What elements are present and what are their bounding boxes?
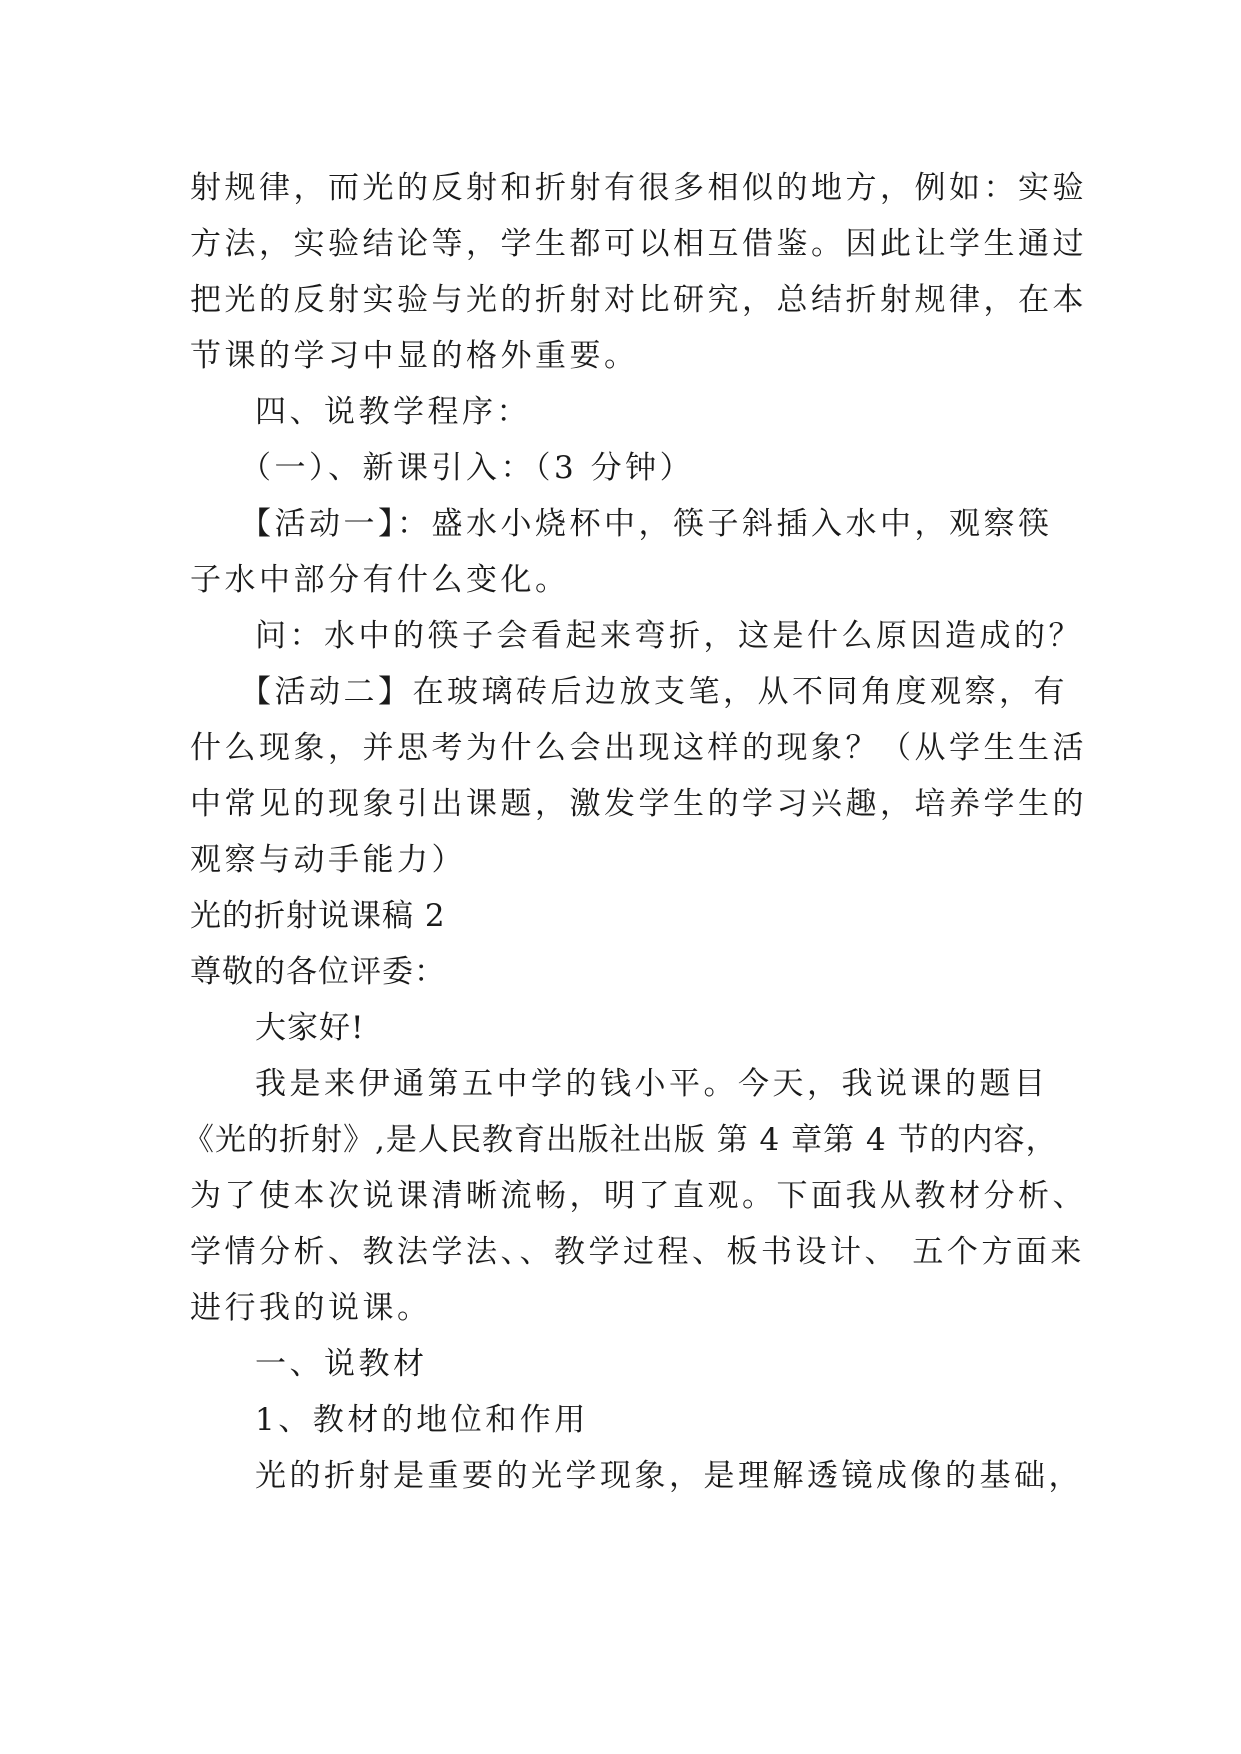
paragraph-line: 我是来伊通第五中学的钱小平。今天，我说课的题目 xyxy=(255,1066,1049,1102)
paragraph-line: 观察与动手能力） xyxy=(190,842,466,878)
paragraph-line: 光的折射是重要的光学现象，是理解透镜成像的基础， xyxy=(255,1458,1083,1494)
paragraph-line: 为了使本次说课清晰流畅，明了直观。下面我从教材分析、 xyxy=(190,1178,1087,1214)
paragraph-line: 什么现象，并思考为什么会出现这样的现象？（从学生生活 xyxy=(190,730,1087,766)
paragraph-line: 【活动二】在玻璃砖后边放支笔，从不同角度观察，有 xyxy=(240,674,1068,710)
subsection-heading: （一）、新课引入：（3 分钟） xyxy=(240,450,695,486)
paragraph-line: 子水中部分有什么变化。 xyxy=(190,562,570,598)
paragraph-line: 进行我的说课。 xyxy=(190,1290,432,1326)
salutation: 尊敬的各位评委： xyxy=(190,954,446,990)
paragraph-line: 方法，实验结论等，学生都可以相互借鉴。因此让学生通过 xyxy=(190,226,1087,262)
document-title: 光的折射说课稿 2 xyxy=(190,898,446,934)
section-heading: 一、说教材 xyxy=(255,1346,428,1382)
section-heading: 四、说教学程序： xyxy=(255,394,531,430)
greeting: 大家好! xyxy=(255,1010,365,1046)
paragraph-line: 《光的折射》,是人民教育出版社出版 第 4 章第 4 节的内容， xyxy=(183,1122,1058,1158)
paragraph-line: 中常见的现象引出课题，激发学生的学习兴趣，培养学生的 xyxy=(190,786,1087,822)
subsection-heading: 1、教材的地位和作用 xyxy=(255,1402,589,1438)
paragraph-line: 学情分析、教法学法、、教学过程、板书设计、 五个方面来 xyxy=(190,1234,1085,1270)
paragraph-line: 射规律，而光的反射和折射有很多相似的地方，例如：实验 xyxy=(190,170,1087,206)
paragraph-line: 【活动一】：盛水小烧杯中，筷子斜插入水中，观察筷 xyxy=(240,506,1053,542)
paragraph-line: 把光的反射实验与光的折射对比研究，总结折射规律，在本 xyxy=(190,282,1087,318)
paragraph-line: 问：水中的筷子会看起来弯折，这是什么原因造成的？ xyxy=(255,618,1083,654)
paragraph-line: 节课的学习中显的格外重要。 xyxy=(190,338,639,374)
